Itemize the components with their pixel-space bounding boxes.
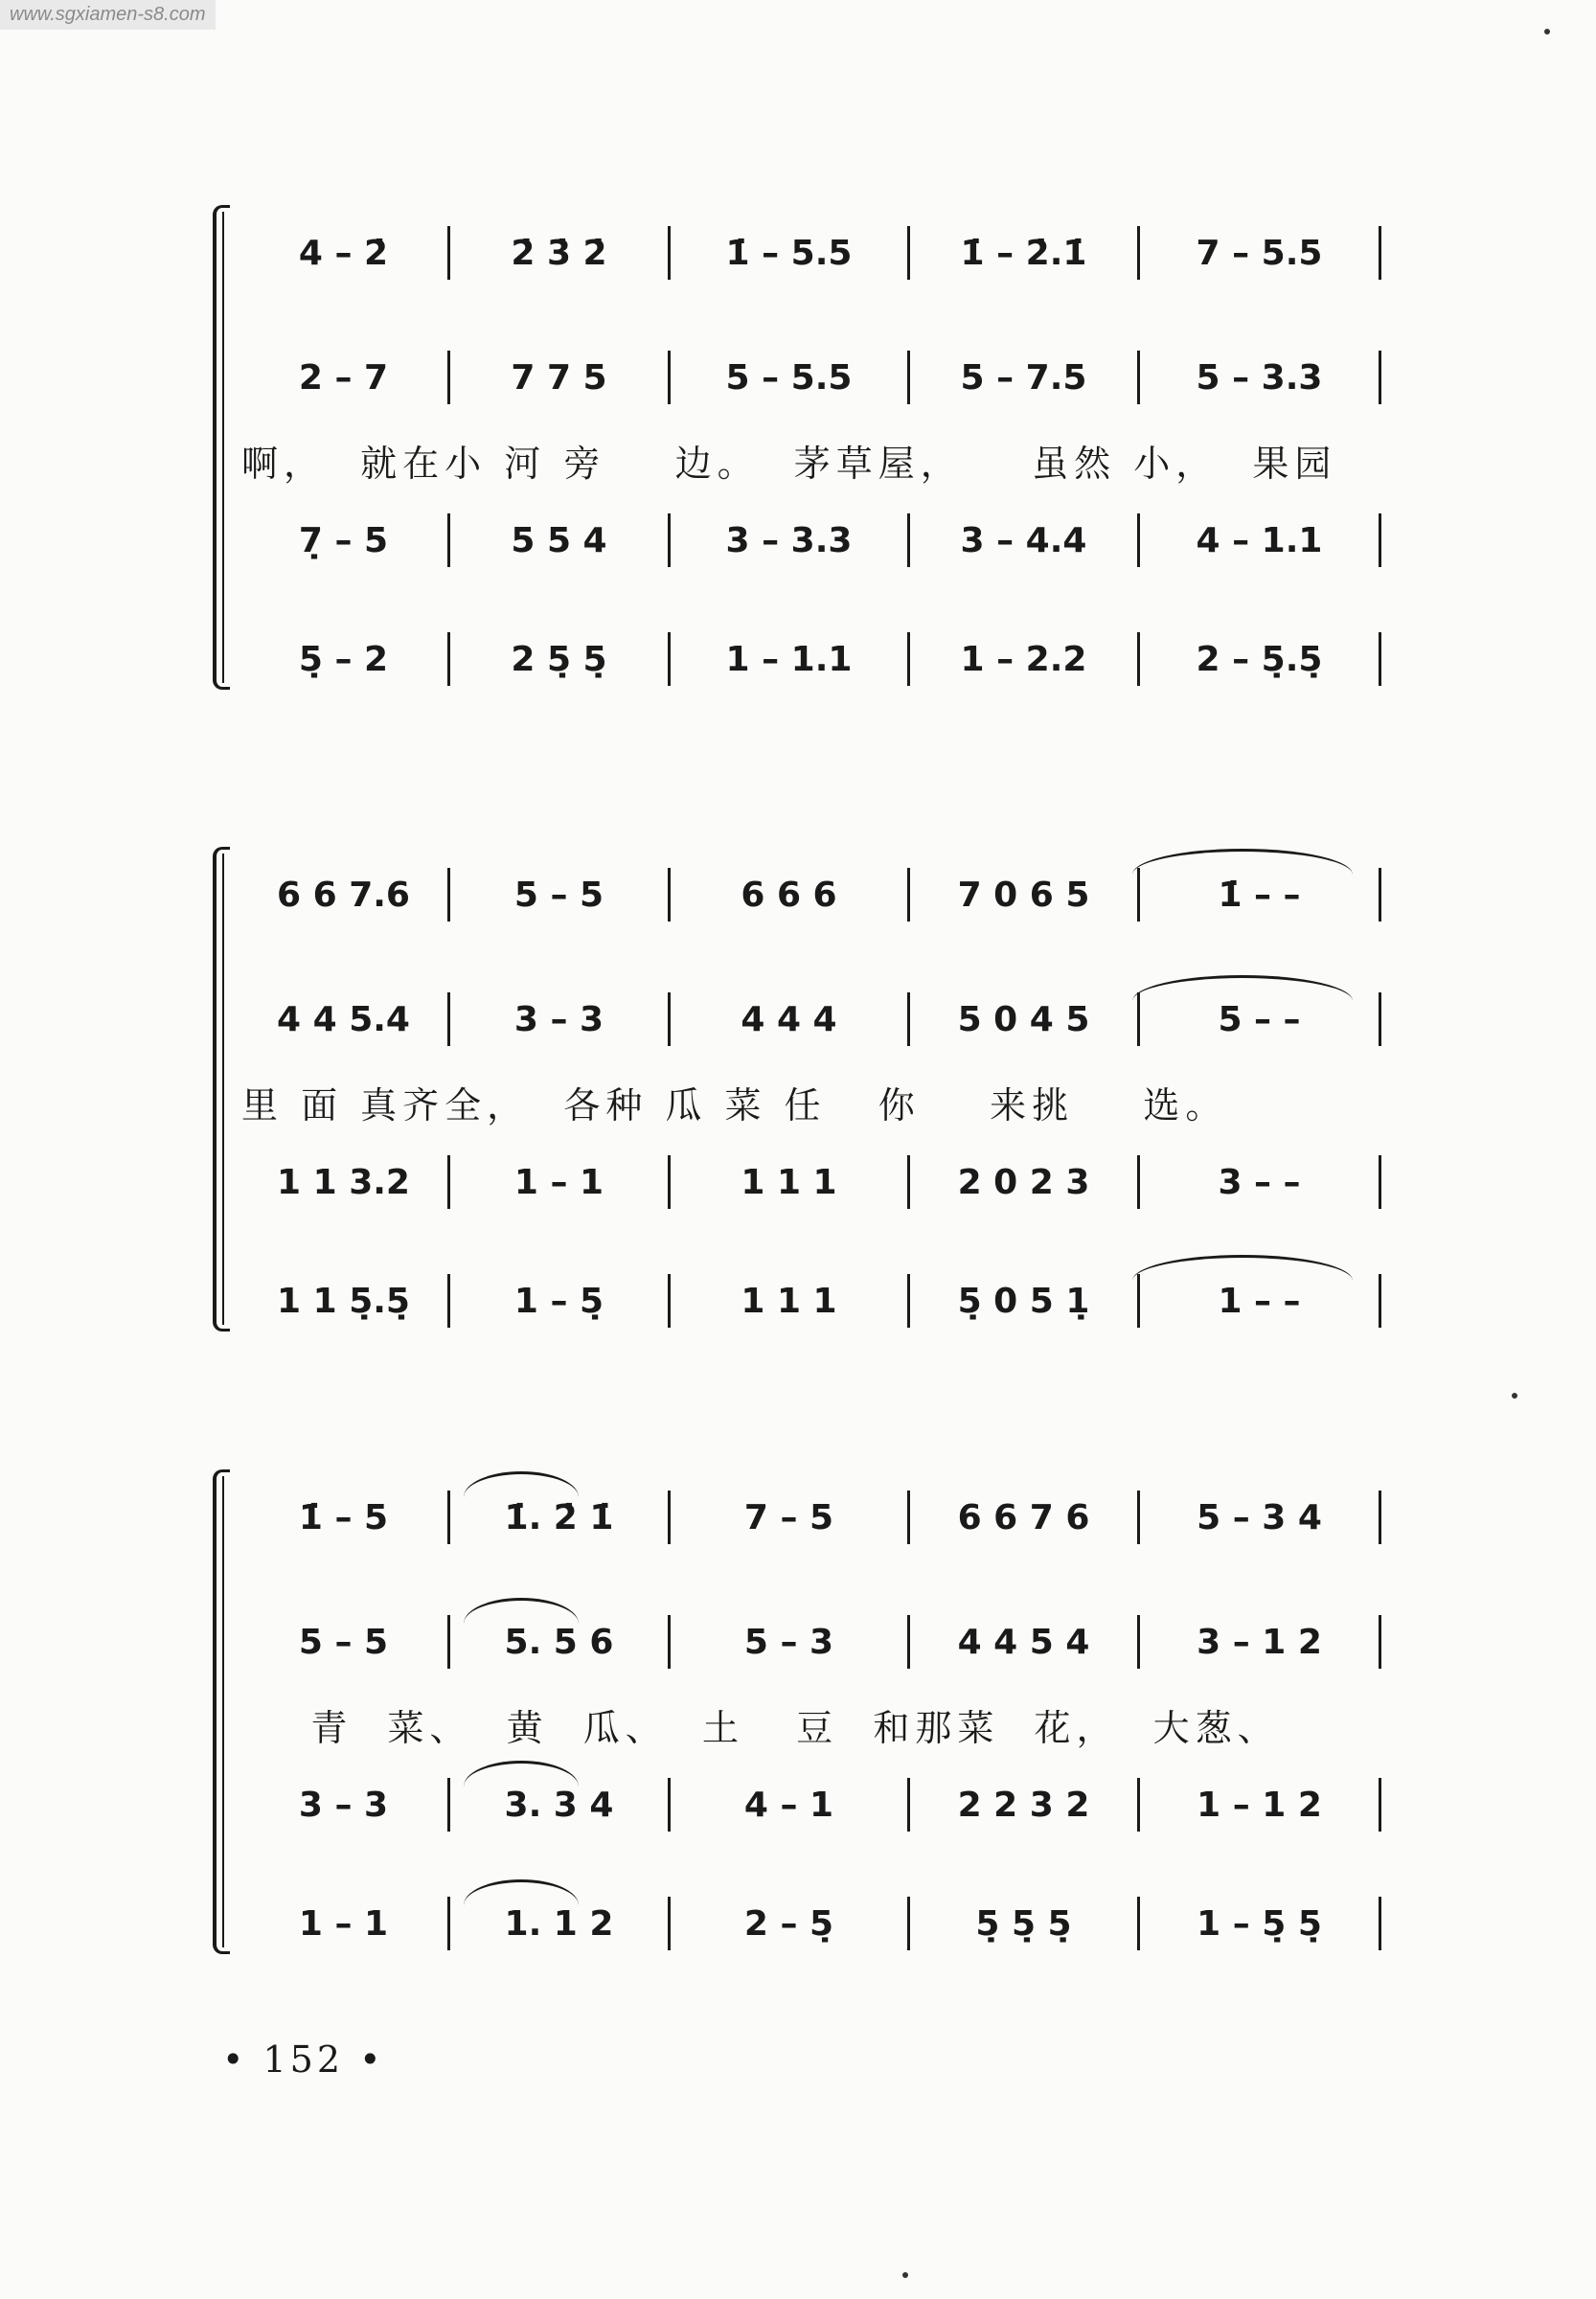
part-4 [239, 1270, 1381, 1332]
measure: 1 1 3.2 [239, 1155, 450, 1209]
measure: 3 – 3 [239, 1778, 450, 1832]
measure: 7 0 6 5 [910, 868, 1140, 922]
measure: 1 – 1 [450, 1155, 671, 1209]
measure: 1̇ – 5 [239, 1491, 450, 1544]
measure: 1̇ – 5.5 [671, 226, 910, 280]
measure: 1 – 5̣ [450, 1274, 671, 1328]
measure: 5 – 5 [239, 1615, 450, 1669]
measure: 1 – 1.1 [671, 632, 910, 686]
measure: 5 – 5.5 [671, 351, 910, 404]
measure: 5 – 3 4 [1140, 1491, 1381, 1544]
part-2 [239, 347, 1381, 408]
measure: 5̣ 0 5 1̣ [910, 1274, 1140, 1328]
score-system-1 [213, 211, 1381, 709]
measure: 6 6 7.6 [239, 868, 450, 922]
part-3 [239, 1151, 1381, 1213]
measure: 5 5 4 [450, 513, 671, 567]
measure: 5 – – [1140, 992, 1381, 1046]
measure: 1̇ – – [1140, 868, 1381, 922]
measure: 2 – 7 [239, 351, 450, 404]
system-bracket [213, 847, 230, 1332]
part-3 [239, 510, 1381, 571]
measure: 7 7 5 [450, 351, 671, 404]
measure: 4 – 1 [671, 1778, 910, 1832]
lyric-line: 啊， 就在小 河 旁 边。 茅草屋， 虽然 小， 果园 [241, 442, 1337, 485]
measure: 1̇. 2̇ 1̇ [450, 1491, 671, 1544]
lyric-line: 青 菜、 黄 瓜、 土 豆 和那菜 花， 大葱、 [241, 1706, 1280, 1749]
print-speck [1512, 1393, 1517, 1399]
measure: 3 – – [1140, 1155, 1381, 1209]
measure: 1 – 5̣ 5̣ [1140, 1897, 1381, 1950]
part-1 [239, 222, 1381, 284]
measure: 3. 3 4 [450, 1778, 671, 1832]
measure: 5 – 7.5 [910, 351, 1140, 404]
measure: 1̇ – 2̇.1̇ [910, 226, 1140, 280]
measure: 4 4 4 [671, 992, 910, 1046]
measure: 5 – 3 [671, 1615, 910, 1669]
measure: 5 – 5 [450, 868, 671, 922]
measure: 1 1 1 [671, 1155, 910, 1209]
measure: 7 – 5 [671, 1491, 910, 1544]
lyric-line: 里 面 真齐全， 各种 瓜 菜 任 你 来挑 选。 [241, 1083, 1228, 1127]
system-bracket [213, 205, 230, 690]
page-number: • 152 • [222, 2038, 385, 2081]
measure: 4 – 2̇ [239, 226, 450, 280]
measure: 2 – 5̣ [671, 1897, 910, 1950]
system-bracket [213, 1469, 230, 1954]
measure: 2̇ 3̇ 2̇ [450, 226, 671, 280]
part-1 [239, 864, 1381, 925]
part-2 [239, 1611, 1381, 1673]
measure: 1 1 1 [671, 1274, 910, 1328]
measure: 3 – 4.4 [910, 513, 1140, 567]
part-2 [239, 989, 1381, 1050]
measure: 3 – 1 2 [1140, 1615, 1381, 1669]
part-3 [239, 1774, 1381, 1835]
measure: 5̣ – 2 [239, 632, 450, 686]
measure: 6 6 7 6 [910, 1491, 1140, 1544]
score-system-2 [213, 853, 1381, 1351]
part-4 [239, 628, 1381, 690]
measure: 6 6 6 [671, 868, 910, 922]
print-speck [902, 2272, 908, 2278]
measure: 5. 5 6 [450, 1615, 671, 1669]
measure: 4 – 1.1 [1140, 513, 1381, 567]
score-system-3 [213, 1475, 1381, 1973]
measure: 1. 1 2 [450, 1897, 671, 1950]
measure: 5 – 3.3 [1140, 351, 1381, 404]
measure: 7̣ – 5 [239, 513, 450, 567]
part-4 [239, 1893, 1381, 1954]
measure: 1 – – [1140, 1274, 1381, 1328]
print-speck [1544, 29, 1550, 34]
measure: 5̣ 5̣ 5̣ [910, 1897, 1140, 1950]
measure: 1 – 1 2 [1140, 1778, 1381, 1832]
measure: 3 – 3 [450, 992, 671, 1046]
part-1 [239, 1487, 1381, 1548]
measure: 2 5̣ 5̣ [450, 632, 671, 686]
measure: 2 – 5̣.5̣ [1140, 632, 1381, 686]
measure: 4 4 5 4 [910, 1615, 1140, 1669]
measure: 5 0 4 5 [910, 992, 1140, 1046]
measure: 1 1 5̣.5̣ [239, 1274, 450, 1328]
measure: 1 – 2.2 [910, 632, 1140, 686]
measure: 7 – 5.5 [1140, 226, 1381, 280]
measure: 3 – 3.3 [671, 513, 910, 567]
measure: 4 4 5.4 [239, 992, 450, 1046]
measure: 2 2 3 2 [910, 1778, 1140, 1832]
measure: 2 0 2 3 [910, 1155, 1140, 1209]
watermark: www.sgxiamen-s8.com [0, 0, 216, 30]
measure: 1 – 1 [239, 1897, 450, 1950]
